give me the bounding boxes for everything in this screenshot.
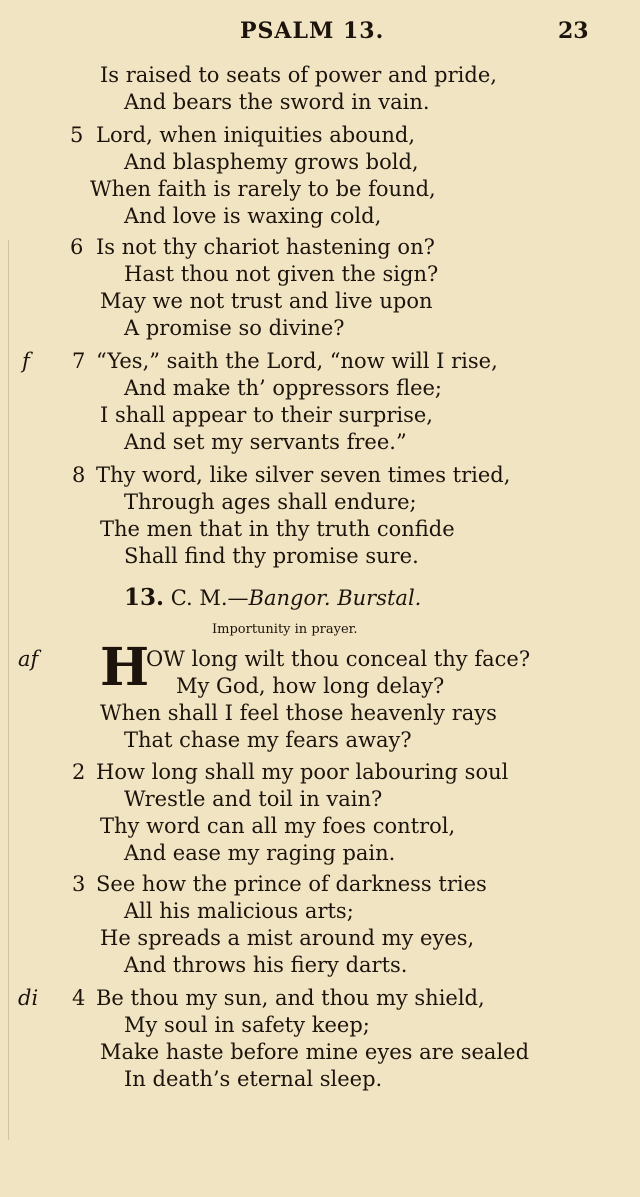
verse-line: When shall I feel those heavenly rays [100,701,497,725]
verse-line: And love is waxing cold, [124,204,382,228]
dynamics-mark: af [18,647,39,671]
verse-line: I shall appear to their surprise, [100,403,433,427]
verse-line: Lord, when iniquities abound, [96,123,415,147]
page-header [0,18,640,50]
verse-line: All his malicious arts; [124,899,354,923]
verse-number: 5 [70,123,84,147]
verse-line: Hast thou not given the sign? [124,262,439,286]
dynamics-mark: di [18,986,39,1010]
verse-line: Be thou my sun, and thou my shield, [96,986,485,1010]
tune-names: Bangor. Burstal. [248,586,422,610]
verse-line: When faith is rarely to be found, [90,177,436,201]
page-edge-shadow [8,240,9,1140]
psalm-heading [124,584,421,611]
verse-line: A promise so divine? [124,316,345,340]
verse-number: 7 [72,349,86,373]
verse-number: 4 [72,986,86,1010]
verse-line: And set my servants free.” [124,430,407,454]
verse-line: He spreads a mist around my eyes, [100,926,475,950]
verse-line: Is raised to seats of power and pride, [100,63,497,87]
verse-line: Make haste before mine eyes are sealed [100,1040,530,1064]
verse-line: And ease my raging pain. [124,841,396,865]
verse-line: Thy word can all my foes control, [100,814,456,838]
page-number: 23 [558,18,589,44]
verse-number: 2 [72,760,86,784]
verse-line: In death’s eternal sleep. [124,1067,383,1091]
verse-line: And blasphemy grows bold, [124,150,419,174]
verse-line: Is not thy chariot hastening on? [96,235,435,259]
verse-number: 8 [72,463,86,487]
verse-line: How long shall my poor labouring soul [96,760,509,784]
dynamics-mark: f [22,349,30,373]
verse-line: And throws his fiery darts. [124,953,408,977]
drop-cap: H [100,637,150,698]
psalm-number: 13. [124,584,165,611]
verse-line: Thy word, like silver seven times tried, [96,463,511,487]
verse-line: That chase my fears away? [124,728,412,752]
psalm-subtitle: Importunity in prayer. [212,622,358,637]
verse-line: “Yes,” saith the Lord, “now will I rise, [96,349,498,373]
verse-line: Through ages shall endure; [124,490,417,514]
verse-line: See how the prince of darkness tries [96,872,487,896]
verse-line: Wrestle and toil in vain? [124,787,383,811]
verse-number: 3 [72,872,86,896]
verse-line: And bears the sword in vain. [124,90,430,114]
verse-line: OW long wilt thou conceal thy face? [146,647,531,671]
verse-number: 6 [70,235,84,259]
verse-line: And make th’ oppressors flee; [124,376,443,400]
meter: C. M.— [170,586,249,610]
verse-line: My God, how long delay? [176,674,445,698]
running-head: PSALM 13. [240,18,385,44]
verse-line: The men that in thy truth confide [100,517,455,541]
verse-line: May we not trust and live upon [100,289,433,313]
verse-line: Shall find thy promise sure. [124,544,419,568]
verse-line: My soul in safety keep; [124,1013,370,1037]
